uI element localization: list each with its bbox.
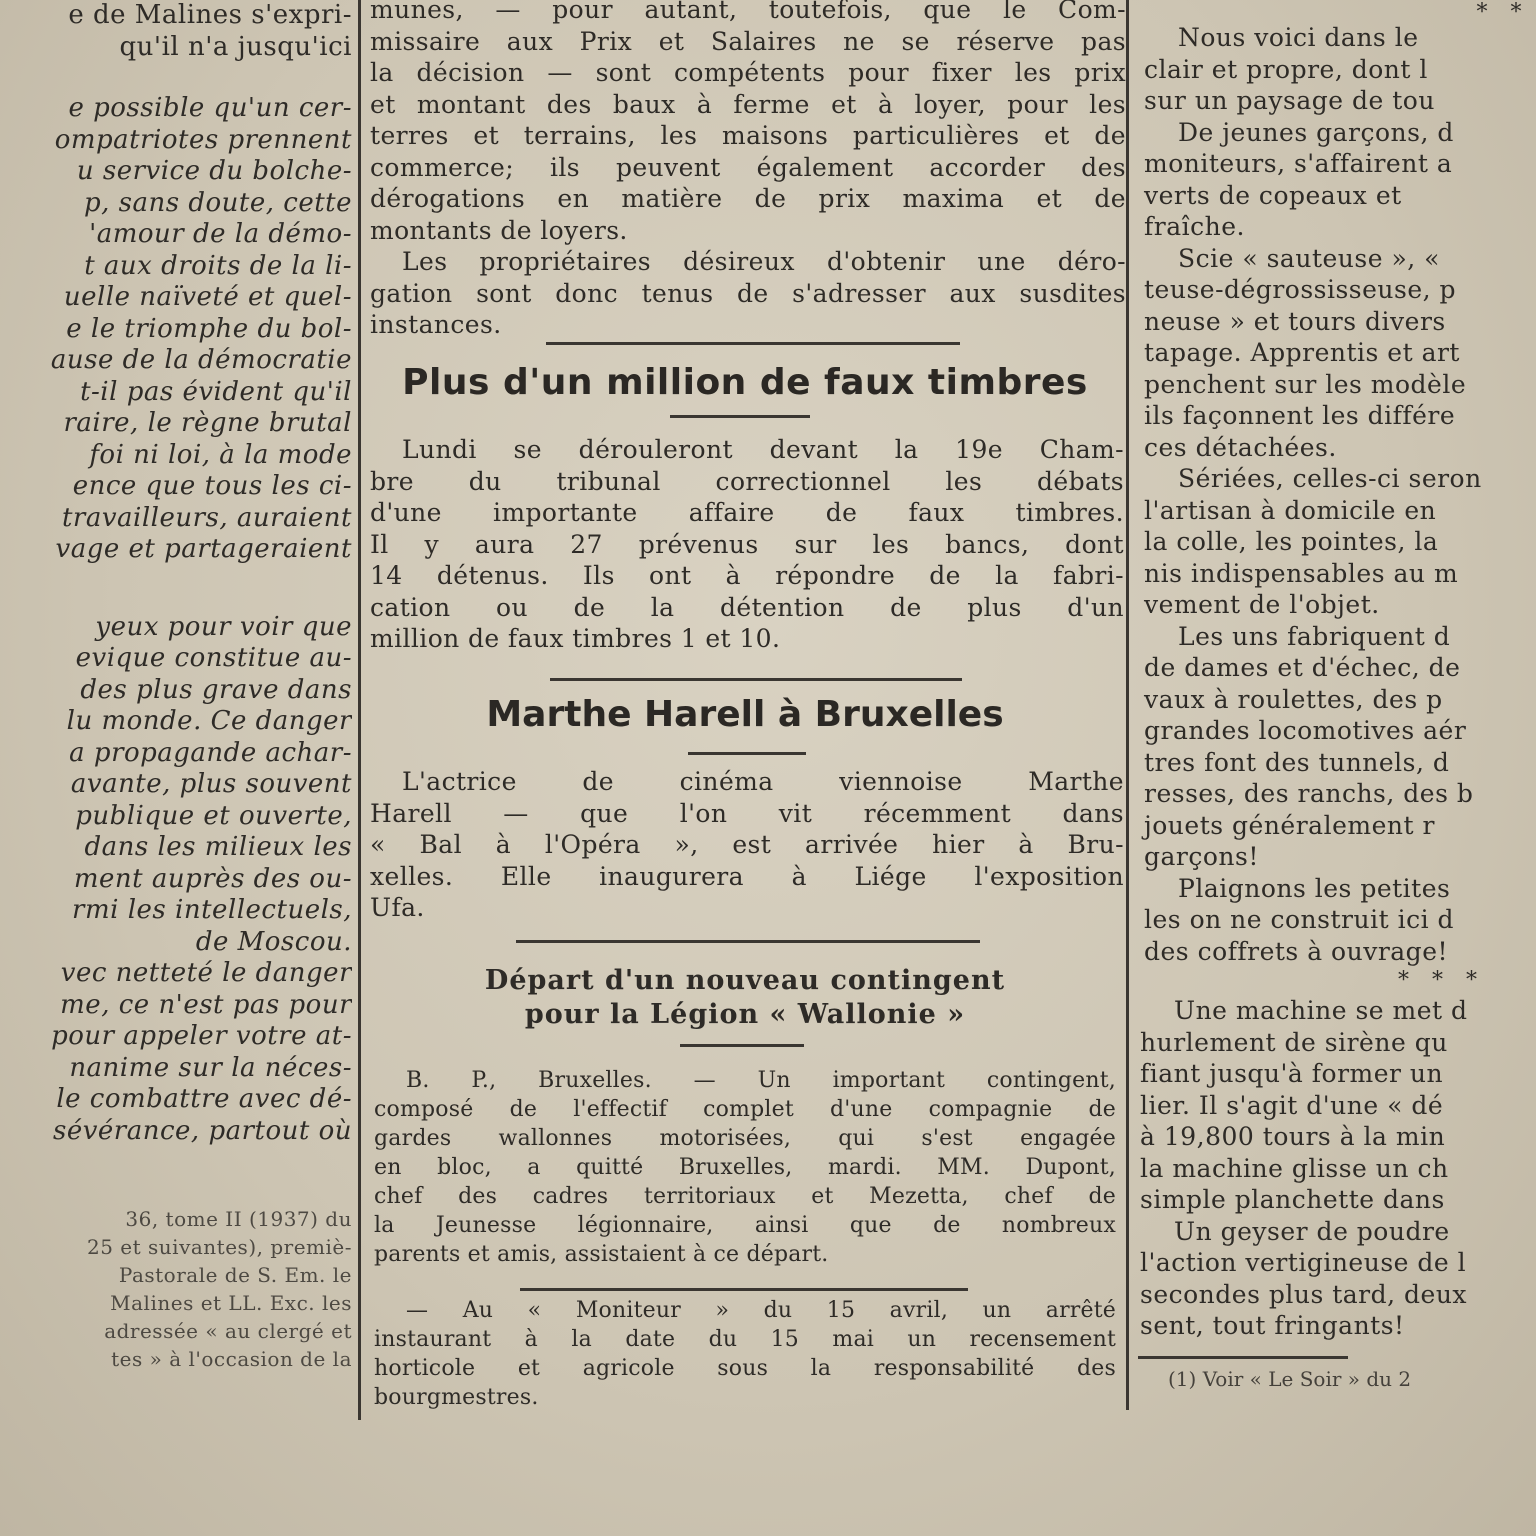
text-line: d'une importante affaire de faux timbres. [370, 498, 1124, 527]
text-line: l'action vertigineuse de l [1140, 1248, 1467, 1277]
text-line: dans les milieux les [84, 832, 352, 862]
headline-legion-wallonie: Départ d'un nouveau contingent pour la Légion « Wallonie » [484, 965, 1006, 1030]
right-footnote: (1) Voir « Le Soir » du 2 [1168, 1366, 1412, 1391]
text-line: travailleurs, auraient [61, 502, 352, 533]
text-line: a propagande achar- [69, 737, 352, 768]
text-line: cation ou de la détention de plus d'un [370, 592, 1124, 622]
text-line: 14 détenus. Ils ont à répondre de la fabri- [370, 561, 1124, 590]
text-line: tes » à l'occasion de la [111, 1347, 352, 1371]
text-line: 36, tome II (1937) du [125, 1207, 352, 1231]
text-line: avante, plus souvent [70, 769, 352, 799]
text-line: horticole et agricole sous la responsabilité des [374, 1356, 1116, 1381]
text-line: nanime sur la néces- [69, 1052, 352, 1083]
text-line: 'amour de la démo- [89, 219, 352, 249]
text-line: de Moscou. [195, 926, 352, 957]
text-line: garçons! [1144, 842, 1259, 871]
text-line: Ufa. [370, 893, 425, 922]
text-line: ence que tous les ci- [72, 471, 352, 501]
text-line: fraîche. [1144, 212, 1245, 241]
text-line: Nous voici dans le [1178, 23, 1419, 52]
text-line: le combattre avec dé- [56, 1084, 352, 1114]
text-line: jouets généralement r [1144, 810, 1435, 840]
text-line: grandes locomotives aér [1144, 716, 1467, 745]
divider [1138, 1356, 1348, 1359]
divider [688, 752, 806, 755]
divider [550, 678, 962, 681]
text-line: simple planchette dans [1140, 1185, 1445, 1214]
text-line: sur un paysage de tou [1144, 86, 1435, 115]
text-line: t-il pas évident qu'il [80, 376, 352, 407]
text-line: fiant jusqu'à former un [1140, 1059, 1444, 1088]
text-line: 25 et suivantes), premiè- [87, 1235, 352, 1259]
divider [670, 415, 810, 418]
text-line: Il y aura 27 prévenus sur les bancs, dont [370, 529, 1124, 559]
text-line: commerce; ils peuvent également accorder des [370, 152, 1126, 182]
text-line: teuse-dégrossisseuse, p [1144, 275, 1457, 304]
text-line: pour appeler votre at- [51, 1021, 352, 1051]
text-line: p, sans doute, cette [83, 187, 352, 218]
text-line: nis indispensables au m [1144, 558, 1459, 588]
text-line: Plaignons les petites [1178, 873, 1451, 903]
text-line: Une machine se met d [1174, 996, 1468, 1025]
text-line: des coffrets à ouvrage! [1144, 936, 1449, 966]
right-paragraph-2 [1138, 995, 1536, 1342]
text-line: sent, tout fringants! [1140, 1311, 1405, 1340]
text-line: e le triomphe du bol- [66, 313, 352, 344]
text-line: evique constitue au- [75, 643, 352, 673]
text-line: moniteurs, s'affairent a [1144, 149, 1453, 178]
divider [734, 342, 960, 345]
text-line: ompatriotes prennent [54, 124, 352, 155]
text-line: Un geyser de poudre [1174, 1216, 1450, 1246]
text-line: missaire aux Prix et Salaires ne se réserve pas [370, 26, 1126, 56]
article-legion-wallonie [374, 1066, 1116, 1269]
text-line: instaurant à la date du 15 mai un recensement [374, 1327, 1116, 1352]
text-line: à 19,800 tours à la min [1140, 1122, 1446, 1151]
divider [516, 940, 980, 943]
headline-faux-timbres: Plus d'un million de faux timbres [402, 362, 1088, 403]
intro-text [370, 0, 1126, 341]
text-line: ause de la démocratie [50, 345, 352, 375]
stars-separator: * * [1476, 0, 1530, 25]
text-line: Harell — que l'on vit récemment dans [370, 798, 1124, 828]
text-line: adressée « au clergé et [104, 1319, 352, 1343]
right-column [1138, 0, 1536, 1420]
text-line: montants de loyers. [370, 215, 628, 245]
text-line: Malines et LL. Exc. les [110, 1291, 352, 1315]
text-line: bourgmestres. [374, 1385, 539, 1410]
text-line: Les uns fabriquent d [1178, 621, 1451, 651]
text-line: Les propriétaires désireux d'obtenir une déro- [402, 247, 1126, 276]
text-line: clair et propre, dont l [1144, 54, 1428, 84]
text-line: hurlement de sirène qu [1140, 1027, 1448, 1057]
text-line: vement de l'objet. [1144, 590, 1380, 619]
text-line: e de Malines s'expri- [68, 0, 352, 30]
text-line: lu monde. Ce danger [66, 706, 352, 736]
text-line: tapage. Apprentis et art [1144, 338, 1460, 367]
text-line: vec netteté le danger [60, 958, 352, 988]
text-line: Lundi se dérouleront devant la 19e Cham- [402, 435, 1124, 464]
text-line: terres et terrains, les maisons particulières et de [370, 121, 1126, 150]
text-line: ces détachées. [1144, 432, 1337, 462]
text-line: gation sont donc tenus de s'adresser aux susdites [370, 278, 1126, 308]
text-line: composé de l'effectif complet d'une compagnie de [374, 1097, 1116, 1122]
text-line: L'actrice de cinéma viennoise Marthe [402, 767, 1124, 796]
column-rule-right [1126, 0, 1129, 1410]
left-paragraph-1 [0, 93, 352, 566]
text-line: yeux pour voir que [95, 611, 352, 642]
left-footnote [0, 1205, 352, 1373]
text-line: ils façonnent les différe [1144, 401, 1456, 430]
text-line: instances. [370, 310, 502, 339]
text-line: verts de copeaux et [1144, 180, 1402, 210]
headline-marthe-harell: Marthe Harell à Bruxelles [486, 694, 1004, 735]
text-line: secondes plus tard, deux [1140, 1279, 1468, 1309]
text-line: B. P., Bruxelles. — Un important contingent, [406, 1068, 1116, 1093]
text-line: t aux droits de la li- [84, 250, 352, 281]
text-line: gardes wallonnes motorisées, qui s'est engagée [374, 1126, 1116, 1151]
left-top-lines [0, 0, 352, 63]
text-line: foi ni loi, à la mode [89, 439, 352, 470]
stars-separator: * * * [1398, 968, 1485, 993]
text-line: vaux à roulettes, des p [1144, 684, 1443, 714]
text-line: neuse » et tours divers [1144, 306, 1446, 336]
text-line: chef des cadres territoriaux et Mezetta, chef de [374, 1184, 1116, 1209]
text-line: la Jeunesse légionnaire, ainsi que de nombreux [374, 1213, 1116, 1238]
article-faux-timbres [370, 434, 1124, 655]
text-line: u service du bolche- [76, 156, 352, 186]
text-line: uelle naïveté et quel- [63, 282, 352, 312]
divider [546, 342, 764, 345]
text-line: lier. Il s'agit d'une « dé [1140, 1090, 1444, 1120]
text-line: dérogations en matière de prix maxima et de [370, 184, 1126, 213]
text-line: Scie « sauteuse », « [1178, 243, 1440, 273]
text-line: « Bal à l'Opéra », est arrivée hier à Bru- [370, 830, 1124, 859]
text-line: ment auprès des ou- [73, 863, 352, 894]
text-line: la décision — sont compétents pour fixer les prix [370, 58, 1126, 87]
text-line: publique et ouverte, [75, 800, 352, 831]
text-line: Sériées, celles-ci seron [1178, 464, 1482, 493]
center-column [370, 0, 1126, 1420]
text-line: la machine glisse un ch [1140, 1153, 1449, 1183]
left-column [0, 0, 352, 1400]
text-line: bre du tribunal correctionnel les débats [370, 466, 1124, 496]
text-line: xelles. Elle inaugurera à Liége l'exposition [370, 861, 1124, 891]
text-line: de dames et d'échec, de [1144, 653, 1461, 682]
text-line: munes, — pour autant, toutefois, que le Com- [370, 0, 1126, 24]
text-line: sévérance, partout où [53, 1115, 352, 1146]
left-paragraph-2 [0, 612, 352, 1148]
right-paragraph-1 [1138, 0, 1536, 967]
text-line: les on ne construit ici d [1144, 905, 1455, 934]
text-line: et montant des baux à ferme et à loyer, pour les [370, 89, 1126, 119]
text-line: tres font des tunnels, d [1144, 747, 1450, 777]
text-line: me, ce n'est pas pour [60, 989, 352, 1020]
text-line: De jeunes garçons, d [1178, 117, 1454, 147]
text-line: Pastorale de S. Em. le [118, 1263, 352, 1287]
text-line: million de faux timbres 1 et 10. [370, 624, 781, 653]
text-line: raire, le règne brutal [63, 408, 352, 438]
text-line: rmi les intellectuels, [72, 895, 352, 925]
text-line: e possible qu'un cer- [68, 93, 352, 123]
article-marthe-harell [370, 766, 1124, 924]
text-line: qu'il n'a jusqu'ici [119, 31, 352, 62]
text-line: — Au « Moniteur » du 15 avril, un arrêté [406, 1298, 1116, 1323]
text-line: parents et amis, assistaient à ce départ. [374, 1242, 829, 1267]
divider [520, 1288, 968, 1291]
text-line: en bloc, a quitté Bruxelles, mardi. MM. Dupont, [374, 1155, 1116, 1180]
text-line: la colle, les pointes, la [1144, 527, 1439, 556]
text-line: l'artisan à domicile en [1144, 495, 1437, 525]
column-rule-left [358, 0, 361, 1420]
text-line: penchent sur les modèle [1144, 369, 1467, 399]
brief-moniteur [374, 1296, 1116, 1412]
divider [680, 1044, 804, 1047]
text-line: des plus grave dans [80, 674, 352, 705]
text-line: vage et partageraient [55, 534, 352, 564]
text-line: resses, des ranchs, des b [1144, 779, 1474, 808]
